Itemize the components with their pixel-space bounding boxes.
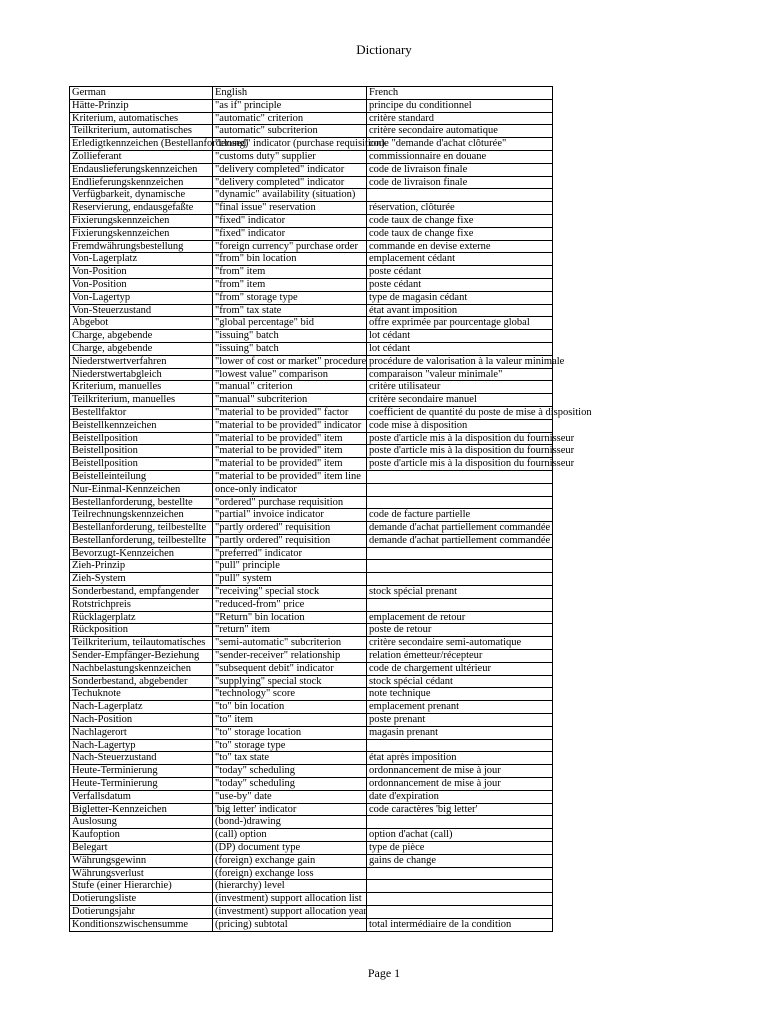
- german-cell: Nach-Position: [70, 714, 213, 727]
- french-cell: [367, 893, 553, 906]
- french-cell: [367, 470, 553, 483]
- table-row: [70, 381, 553, 394]
- page-footer: Page 1: [367, 966, 401, 980]
- table-row: [70, 726, 553, 739]
- german-cell: Nur-Einmal-Kennzeichen: [70, 483, 213, 496]
- table-row: [70, 355, 553, 368]
- french-cell: commissionnaire en douane: [367, 150, 553, 163]
- table-row: [70, 547, 553, 560]
- english-cell: (hierarchy) level: [213, 880, 367, 893]
- french-cell: [367, 739, 553, 752]
- table-row: [70, 138, 553, 151]
- german-cell: Von-Steuerzustand: [70, 304, 213, 317]
- table-row: [70, 214, 553, 227]
- table-row: [70, 342, 553, 355]
- german-cell: Währungsverlust: [70, 867, 213, 880]
- table-row: [70, 752, 553, 765]
- table-row: [70, 394, 553, 407]
- english-cell: "to" storage location: [213, 726, 367, 739]
- table-row: [70, 189, 553, 202]
- french-cell: [367, 598, 553, 611]
- english-cell: "technology" score: [213, 688, 367, 701]
- german-cell: Erledigtkennzeichen (Bestellanforderung): [70, 138, 213, 151]
- french-cell: [367, 496, 553, 509]
- table-row: [70, 99, 553, 112]
- french-cell: [367, 867, 553, 880]
- french-cell: total intermédiaire de la condition: [367, 918, 553, 931]
- dictionary-table-body: [70, 87, 592, 932]
- english-cell: "pull" system: [213, 573, 367, 586]
- table-row: [70, 880, 553, 893]
- column-header: English: [213, 87, 367, 100]
- french-cell: demande d'achat partiellement commandée: [367, 534, 553, 547]
- french-cell: critère secondaire semi-automatique: [367, 637, 553, 650]
- table-row: [70, 509, 553, 522]
- english-cell: "semi-automatic" subcriterion: [213, 637, 367, 650]
- french-cell: [367, 189, 553, 202]
- english-cell: 'big letter' indicator: [213, 803, 367, 816]
- english-cell: "from" item: [213, 266, 367, 279]
- german-cell: Charge, abgebende: [70, 342, 213, 355]
- german-cell: Teilrechnungskennzeichen: [70, 509, 213, 522]
- german-cell: Sonderbestand, empfangender: [70, 586, 213, 599]
- german-cell: Nach-Lagertyp: [70, 739, 213, 752]
- table-row: [70, 330, 553, 343]
- french-cell: coefficient de quantité du poste de mise à disposition: [367, 406, 553, 419]
- table-row: [70, 483, 553, 496]
- german-cell: Nach-Steuerzustand: [70, 752, 213, 765]
- table-row: [70, 637, 553, 650]
- english-cell: "Return" bin location: [213, 611, 367, 624]
- table-row: [70, 650, 553, 663]
- french-cell: lot cédant: [367, 330, 553, 343]
- english-cell: "final issue" reservation: [213, 202, 367, 215]
- table-row: [70, 906, 553, 919]
- french-cell: principe du conditionnel: [367, 99, 553, 112]
- english-cell: "reduced-from" price: [213, 598, 367, 611]
- english-cell: "global percentage" bid: [213, 317, 367, 330]
- table-row: [70, 304, 553, 317]
- table-row: [70, 406, 553, 419]
- table-row: [70, 662, 553, 675]
- english-cell: "from" item: [213, 278, 367, 291]
- table-row: [70, 470, 553, 483]
- french-cell: procédure de valorisation à la valeur minimale: [367, 355, 553, 368]
- german-cell: Fixierungskennzeichen: [70, 227, 213, 240]
- french-cell: magasin prenant: [367, 726, 553, 739]
- column-header: German: [70, 87, 213, 100]
- english-cell: "supplying" special stock: [213, 675, 367, 688]
- german-cell: Niederstwertverfahren: [70, 355, 213, 368]
- french-cell: comparaison "valeur minimale": [367, 368, 553, 381]
- german-cell: Teilkriterium, automatisches: [70, 125, 213, 138]
- french-cell: [367, 547, 553, 560]
- french-cell: type de magasin cédant: [367, 291, 553, 304]
- french-cell: type de pièce: [367, 842, 553, 855]
- german-cell: Endauslieferungskennzeichen: [70, 163, 213, 176]
- english-cell: "delivery completed" indicator: [213, 163, 367, 176]
- french-cell: [367, 880, 553, 893]
- german-cell: Fixierungskennzeichen: [70, 214, 213, 227]
- english-cell: "customs duty" supplier: [213, 150, 367, 163]
- german-cell: Niederstwertabgleich: [70, 368, 213, 381]
- french-cell: emplacement de retour: [367, 611, 553, 624]
- french-cell: [367, 573, 553, 586]
- french-cell: poste d'article mis à la disposition du fournisseur: [367, 458, 553, 471]
- german-cell: Dotierungsliste: [70, 893, 213, 906]
- english-cell: "dynamic" availability (situation): [213, 189, 367, 202]
- german-cell: Sender-Empfänger-Beziehung: [70, 650, 213, 663]
- french-cell: code de livraison finale: [367, 163, 553, 176]
- table-row: [70, 240, 553, 253]
- table-row: [70, 739, 553, 752]
- german-cell: Charge, abgebende: [70, 330, 213, 343]
- english-cell: "issuing" batch: [213, 342, 367, 355]
- german-cell: Kriterium, manuelles: [70, 381, 213, 394]
- german-cell: Endlieferungskennzeichen: [70, 176, 213, 189]
- table-row: [70, 253, 553, 266]
- table-row: [70, 893, 553, 906]
- german-cell: Zieh-System: [70, 573, 213, 586]
- english-cell: "subsequent debit" indicator: [213, 662, 367, 675]
- table-row: [70, 573, 553, 586]
- english-cell: "partial" invoice indicator: [213, 509, 367, 522]
- english-cell: (investment) support allocation list: [213, 893, 367, 906]
- table-row: [70, 701, 553, 714]
- french-cell: emplacement cédant: [367, 253, 553, 266]
- english-cell: "use-by" date: [213, 790, 367, 803]
- english-cell: "manual" criterion: [213, 381, 367, 394]
- english-cell: (call) option: [213, 829, 367, 842]
- english-cell: (investment) support allocation year: [213, 906, 367, 919]
- english-cell: "pull" principle: [213, 560, 367, 573]
- german-cell: Hätte-Prinzip: [70, 99, 213, 112]
- german-cell: Bestellfaktor: [70, 406, 213, 419]
- table-row: [70, 829, 553, 842]
- table-row: [70, 586, 553, 599]
- german-cell: Belegart: [70, 842, 213, 855]
- french-cell: [367, 483, 553, 496]
- french-cell: lot cédant: [367, 342, 553, 355]
- french-cell: code taux de change fixe: [367, 214, 553, 227]
- english-cell: "delivery completed" indicator: [213, 176, 367, 189]
- german-cell: Bestellanforderung, teilbestellte: [70, 534, 213, 547]
- french-cell: code caractères 'big letter': [367, 803, 553, 816]
- french-cell: ordonnancement de mise à jour: [367, 778, 553, 791]
- german-cell: Von-Position: [70, 278, 213, 291]
- french-cell: date d'expiration: [367, 790, 553, 803]
- french-cell: demande d'achat partiellement commandée: [367, 522, 553, 535]
- french-cell: option d'achat (call): [367, 829, 553, 842]
- english-cell: "material to be provided" factor: [213, 406, 367, 419]
- english-cell: "to" storage type: [213, 739, 367, 752]
- table-row: [70, 714, 553, 727]
- french-cell: code de chargement ultérieur: [367, 662, 553, 675]
- german-cell: Verfügbarkeit, dynamische: [70, 189, 213, 202]
- german-cell: Verfallsdatum: [70, 790, 213, 803]
- german-cell: Rücklagerplatz: [70, 611, 213, 624]
- french-cell: offre exprimée par pourcentage global: [367, 317, 553, 330]
- german-cell: Bevorzugt-Kennzeichen: [70, 547, 213, 560]
- english-cell: "automatic" criterion: [213, 112, 367, 125]
- german-cell: Konditionszwischensumme: [70, 918, 213, 931]
- english-cell: "to" item: [213, 714, 367, 727]
- table-row: [70, 816, 553, 829]
- table-row: [70, 598, 553, 611]
- table-row: [70, 458, 553, 471]
- english-cell: "fixed" indicator: [213, 214, 367, 227]
- table-row: [70, 202, 553, 215]
- german-cell: Auslosung: [70, 816, 213, 829]
- french-cell: stock spécial prenant: [367, 586, 553, 599]
- french-cell: poste cédant: [367, 278, 553, 291]
- english-cell: "as if" principle: [213, 99, 367, 112]
- french-cell: état avant imposition: [367, 304, 553, 317]
- english-cell: "today" scheduling: [213, 778, 367, 791]
- english-cell: "material to be provided" item line: [213, 470, 367, 483]
- english-cell: "partly ordered" requisition: [213, 534, 367, 547]
- french-cell: critère standard: [367, 112, 553, 125]
- table-row: [70, 624, 553, 637]
- table-row: [70, 291, 553, 304]
- english-cell: "issuing" batch: [213, 330, 367, 343]
- german-cell: Beistellkennzeichen: [70, 419, 213, 432]
- english-cell: "today" scheduling: [213, 765, 367, 778]
- english-cell: "lowest value" comparison: [213, 368, 367, 381]
- english-cell: once-only indicator: [213, 483, 367, 496]
- german-cell: Bestellanforderung, teilbestellte: [70, 522, 213, 535]
- table-row: [70, 227, 553, 240]
- german-cell: Stufe (einer Hierarchie): [70, 880, 213, 893]
- english-cell: "manual" subcriterion: [213, 394, 367, 407]
- table-row: [70, 278, 553, 291]
- table-row: [70, 842, 553, 855]
- french-cell: poste prenant: [367, 714, 553, 727]
- french-cell: relation émetteur/récepteur: [367, 650, 553, 663]
- english-cell: "sender-receiver" relationship: [213, 650, 367, 663]
- english-cell: "fixed" indicator: [213, 227, 367, 240]
- german-cell: Nachlagerort: [70, 726, 213, 739]
- english-cell: "from" storage type: [213, 291, 367, 304]
- english-cell: "material to be provided" indicator: [213, 419, 367, 432]
- german-cell: Beistellposition: [70, 432, 213, 445]
- german-cell: Beistelleinteilung: [70, 470, 213, 483]
- french-cell: poste cédant: [367, 266, 553, 279]
- french-cell: note technique: [367, 688, 553, 701]
- english-cell: (foreign) exchange gain: [213, 854, 367, 867]
- table-row: [70, 368, 553, 381]
- german-cell: Rotstrichpreis: [70, 598, 213, 611]
- table-row: [70, 854, 553, 867]
- english-cell: "to" tax state: [213, 752, 367, 765]
- english-cell: "material to be provided" item: [213, 445, 367, 458]
- german-cell: Von-Position: [70, 266, 213, 279]
- german-cell: Teilkriterium, teilautomatisches: [70, 637, 213, 650]
- dictionary-table: [69, 86, 592, 932]
- table-row: [70, 176, 553, 189]
- french-cell: code mise à disposition: [367, 419, 553, 432]
- table-row: [70, 867, 553, 880]
- german-cell: Abgebot: [70, 317, 213, 330]
- french-cell: emplacement prenant: [367, 701, 553, 714]
- english-cell: "to" bin location: [213, 701, 367, 714]
- german-cell: Von-Lagertyp: [70, 291, 213, 304]
- german-cell: Dotierungsjahr: [70, 906, 213, 919]
- french-cell: poste de retour: [367, 624, 553, 637]
- table-row: [70, 675, 553, 688]
- table-row: [70, 790, 553, 803]
- french-cell: poste d'article mis à la disposition du fournisseur: [367, 432, 553, 445]
- english-cell: "receiving" special stock: [213, 586, 367, 599]
- english-cell: (DP) document type: [213, 842, 367, 855]
- german-cell: Fremdwährungsbestellung: [70, 240, 213, 253]
- german-cell: Heute-Terminierung: [70, 765, 213, 778]
- german-cell: Nachbelastungskennzeichen: [70, 662, 213, 675]
- page-title: Dictionary: [356, 42, 412, 57]
- french-cell: ordonnancement de mise à jour: [367, 765, 553, 778]
- french-cell: critère secondaire manuel: [367, 394, 553, 407]
- table-row: [70, 163, 553, 176]
- german-cell: Währungsgewinn: [70, 854, 213, 867]
- german-cell: Rückposition: [70, 624, 213, 637]
- column-header: French: [367, 87, 553, 100]
- german-cell: Kaufoption: [70, 829, 213, 842]
- table-row: [70, 560, 553, 573]
- english-cell: "material to be provided" item: [213, 458, 367, 471]
- german-cell: Beistellposition: [70, 458, 213, 471]
- english-cell: "closed" indicator (purchase requisition): [213, 138, 367, 151]
- english-cell: "partly ordered" requisition: [213, 522, 367, 535]
- english-cell: (pricing) subtotal: [213, 918, 367, 931]
- german-cell: Sonderbestand, abgebender: [70, 675, 213, 688]
- german-cell: Reservierung, endausgefaßte: [70, 202, 213, 215]
- table-row: [70, 611, 553, 624]
- german-cell: Bigletter-Kennzeichen: [70, 803, 213, 816]
- german-cell: Kriterium, automatisches: [70, 112, 213, 125]
- table-row: [70, 803, 553, 816]
- table-row: [70, 522, 553, 535]
- french-cell: [367, 560, 553, 573]
- english-cell: "material to be provided" item: [213, 432, 367, 445]
- german-cell: Techuknote: [70, 688, 213, 701]
- english-cell: "return" item: [213, 624, 367, 637]
- english-cell: (foreign) exchange loss: [213, 867, 367, 880]
- table-row: [70, 419, 553, 432]
- french-cell: gains de change: [367, 854, 553, 867]
- table-row: [70, 266, 553, 279]
- english-cell: (bond-)drawing: [213, 816, 367, 829]
- table-row: [70, 496, 553, 509]
- table-row: [70, 125, 553, 138]
- french-cell: code taux de change fixe: [367, 227, 553, 240]
- english-cell: "ordered" purchase requisition: [213, 496, 367, 509]
- english-cell: "foreign currency" purchase order: [213, 240, 367, 253]
- french-cell: réservation, clôturée: [367, 202, 553, 215]
- table-row: [70, 918, 553, 931]
- table-row: [70, 778, 553, 791]
- french-cell: stock spécial cédant: [367, 675, 553, 688]
- french-cell: état après imposition: [367, 752, 553, 765]
- french-cell: poste d'article mis à la disposition du fournisseur: [367, 445, 553, 458]
- table-row: [70, 432, 553, 445]
- french-cell: [367, 906, 553, 919]
- german-cell: Beistellposition: [70, 445, 213, 458]
- german-cell: Zieh-Prinzip: [70, 560, 213, 573]
- german-cell: Nach-Lagerplatz: [70, 701, 213, 714]
- english-cell: "automatic" subcriterion: [213, 125, 367, 138]
- english-cell: "from" bin location: [213, 253, 367, 266]
- french-cell: critère secondaire automatique: [367, 125, 553, 138]
- french-cell: code de livraison finale: [367, 176, 553, 189]
- german-cell: Teilkriterium, manuelles: [70, 394, 213, 407]
- french-cell: commande en devise externe: [367, 240, 553, 253]
- english-cell: "from" tax state: [213, 304, 367, 317]
- table-row: [70, 445, 553, 458]
- french-cell: critère utilisateur: [367, 381, 553, 394]
- table-row: [70, 150, 553, 163]
- french-cell: [367, 816, 553, 829]
- french-cell: code "demande d'achat clôturée": [367, 138, 553, 151]
- table-row: [70, 112, 553, 125]
- table-row: [70, 765, 553, 778]
- table-row: [70, 688, 553, 701]
- table-row: [70, 317, 553, 330]
- french-cell: code de facture partielle: [367, 509, 553, 522]
- english-cell: "lower of cost or market" procedure: [213, 355, 367, 368]
- table-row: [70, 534, 553, 547]
- german-cell: Heute-Terminierung: [70, 778, 213, 791]
- table-header-row: [70, 87, 553, 100]
- german-cell: Zollieferant: [70, 150, 213, 163]
- german-cell: Bestellanforderung, bestellte: [70, 496, 213, 509]
- english-cell: "preferred" indicator: [213, 547, 367, 560]
- german-cell: Von-Lagerplatz: [70, 253, 213, 266]
